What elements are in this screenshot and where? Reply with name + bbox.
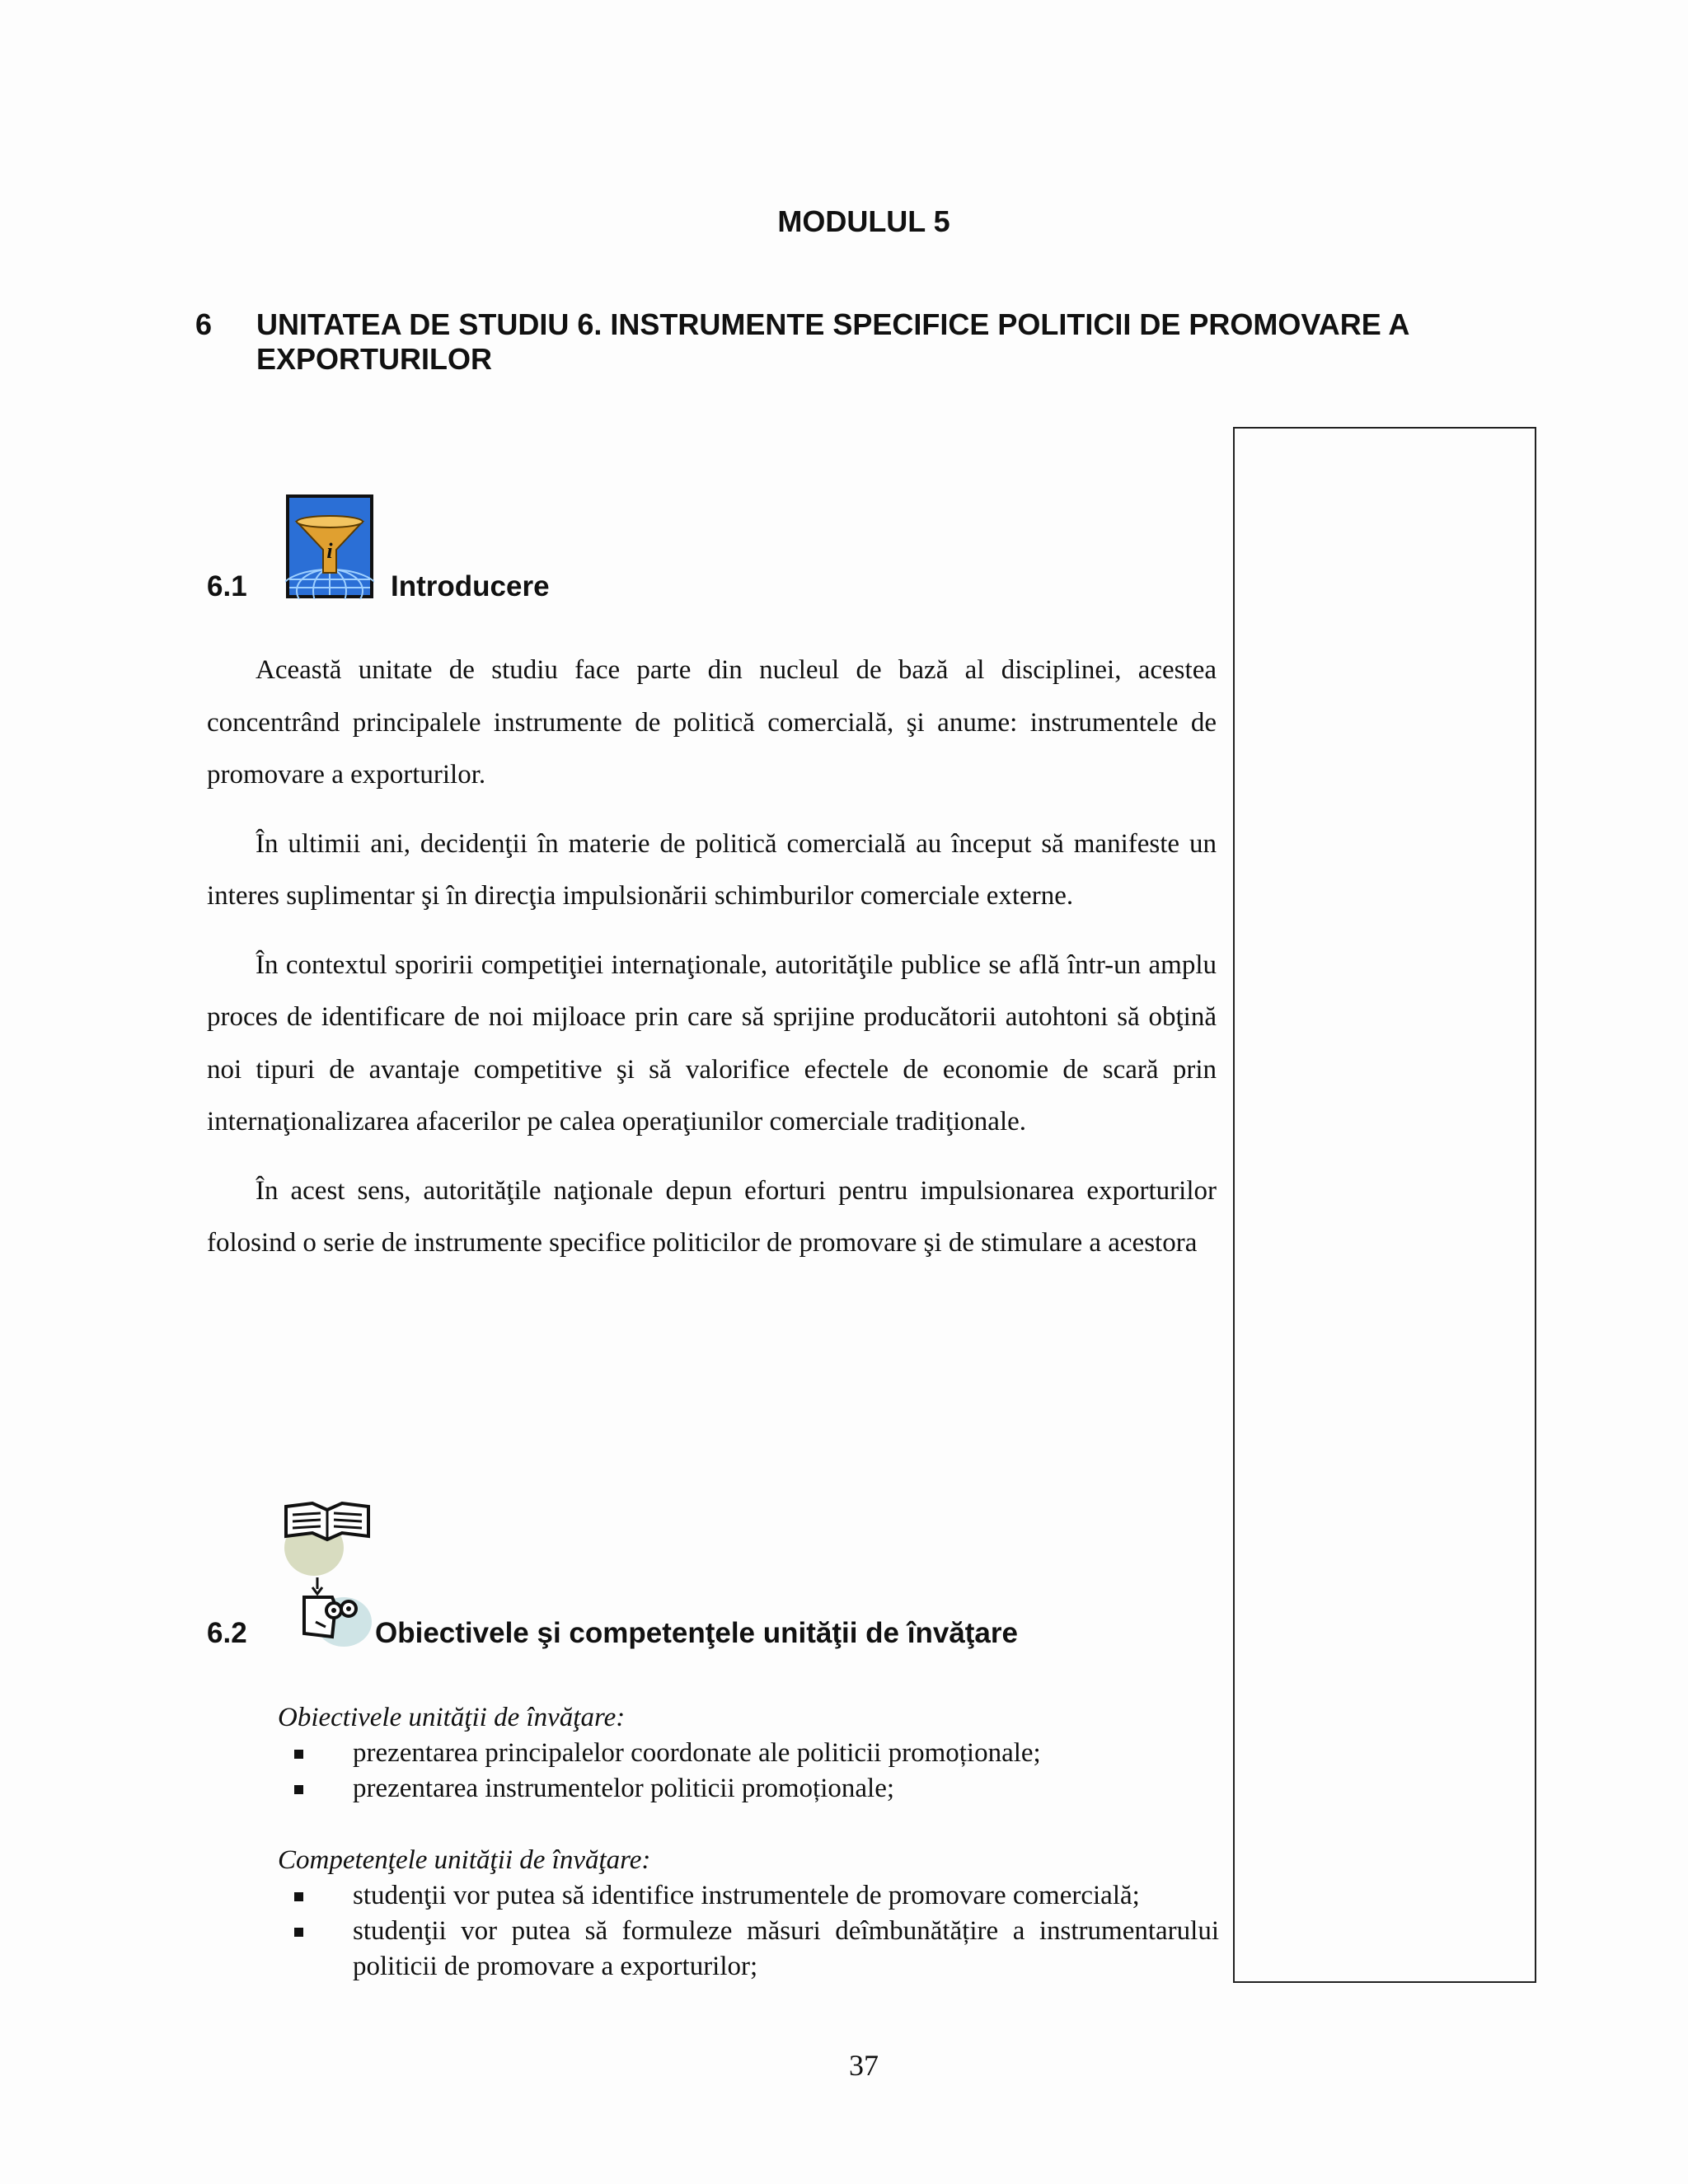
section-number: 6.2 <box>207 1617 247 1649</box>
paragraph: În contextul sporirii competiţiei internaţionale, autorităţile publice se află într-un amplu proces de identificare de noi mijloace prin care să sprijine producătorii autohtoni să obţină noi tipuri de avantaje competitive şi să valorifice efectele de economie de scară prin internaţionalizarea afacerilor pe calea operaţiunilor comerciale tradiţionale. <box>207 949 1217 1137</box>
paragraph: În acest sens, autorităţile naţionale depun eforturi pentru impulsionarea exporturilor folosind o serie de instrumente specifice politicilor de promovare şi de stimulare a acestora <box>207 1175 1217 1258</box>
section-title: Obiectivele şi competenţele unităţii de învăţare <box>375 1617 1018 1649</box>
objectives-list <box>278 1736 1219 1807</box>
bullet-icon <box>294 1892 303 1901</box>
competences-list <box>278 1878 1219 1985</box>
objectives-heading: Obiectivele unităţii de învăţare: <box>278 1703 626 1732</box>
page-number: 37 <box>849 2049 879 2082</box>
margin-notes-box <box>1233 427 1536 1983</box>
module-title: MODULUL 5 <box>777 204 950 238</box>
section-title: Introducere <box>391 570 550 602</box>
svg-text:i: i <box>326 539 333 563</box>
bullet-icon <box>294 1785 303 1794</box>
info-funnel-icon <box>285 494 374 599</box>
paragraph: Această unitate de studiu face parte din nucleul de bază al disciplinei, acestea concentrând principalele instrumente de politică comercială, şi anume: instrumentele de promovare a exporturilor. <box>207 655 1217 790</box>
competences-heading: Competenţele unităţii de învăţare: <box>278 1845 651 1875</box>
introduction-body <box>207 644 1217 1286</box>
chapter-number: 6 <box>195 307 213 341</box>
list-item: studenţii vor putea să identifice instrumentele de promovare comercială; <box>278 1878 1219 1914</box>
competences-block <box>278 1843 1219 1985</box>
chapter-title: UNITATEA DE STUDIU 6. INSTRUMENTE SPECIFICE POLITICII DE PROMOVARE A EXPORTURILOR <box>256 307 1409 376</box>
bullet-icon <box>294 1928 303 1937</box>
objectives-block <box>278 1700 1219 1807</box>
list-item: prezentarea principalelor coordonate ale politicii promoționale; <box>278 1736 1219 1771</box>
paragraph: În ultimii ani, decidenţii în materie de politică comercială au început să manifeste un interes suplimentar şi în direcţia impulsionării schimburilor comerciale externe. <box>207 828 1217 911</box>
book-reading-icon <box>283 1498 373 1647</box>
section-number: 6.1 <box>207 570 247 602</box>
list-item: studenţii vor putea să formuleze măsuri deîmbunătățire a instrumentarului politicii de promovare a exporturilor; <box>278 1914 1219 1985</box>
bullet-icon <box>294 1750 303 1759</box>
list-item: prezentarea instrumentelor politicii promoționale; <box>278 1771 1219 1807</box>
